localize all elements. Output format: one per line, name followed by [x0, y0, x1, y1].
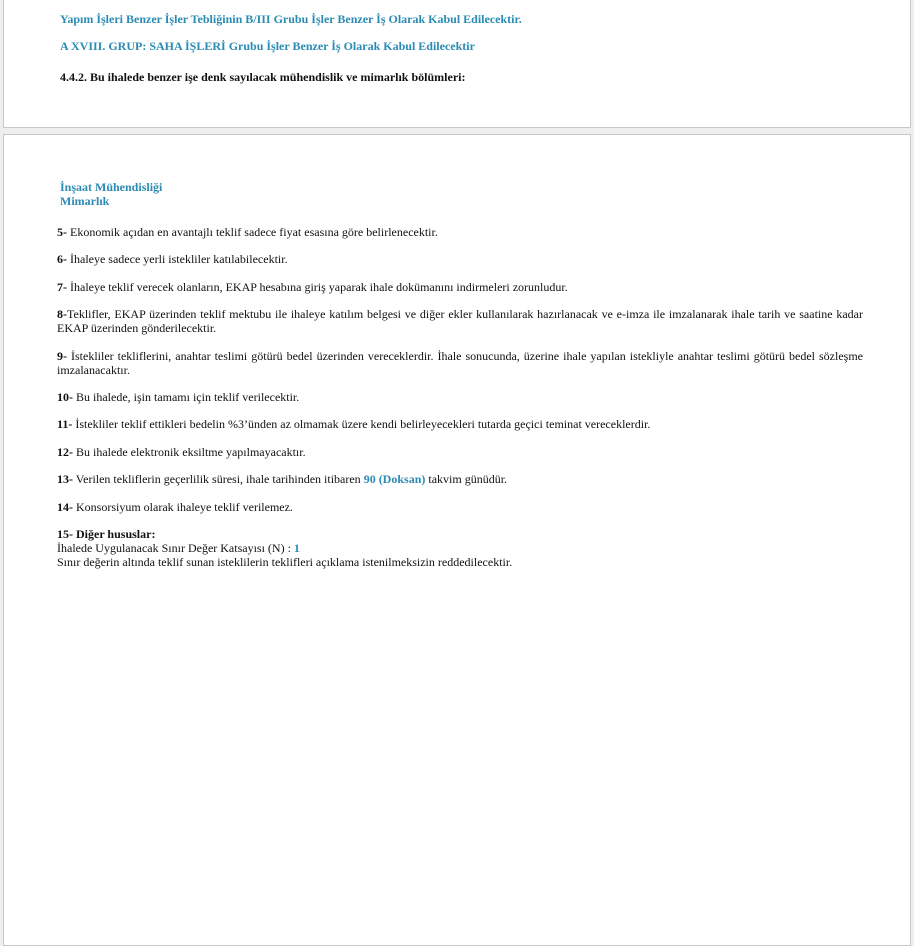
clause-8 [57, 307, 863, 335]
clause-11 [57, 417, 863, 431]
clause-12 [57, 445, 863, 459]
clause-number: 5- [57, 225, 67, 239]
clause-number: 14- [57, 500, 73, 514]
clause-number: 10- [57, 390, 73, 404]
clause-13 [57, 472, 863, 486]
clause-text: Teklifler, EKAP üzerinden teklif mektubu ile ihaleye katılım belgesi ve diğer ekler kullanılarak hazırlanacak ve e-imza ile imzalanarak ihale tarih ve saatine kadar EKAP üzerinden gönderilecektir. [57, 307, 863, 335]
clause-15 [57, 527, 863, 569]
clause-number: 8- [57, 307, 67, 321]
other-terms-title: 15- Diğer hususlar: [57, 527, 156, 541]
clause-7 [57, 280, 863, 294]
benzer-is-line-1: Yapım İşleri Benzer İşler Tebliğinin B/III Grubu İşler Benzer İş Olarak Kabul Edilecektir. [60, 12, 522, 26]
clause-text: takvim günüdür. [425, 472, 508, 486]
department-civil-engineering: İnşaat Mühendisliği [60, 180, 163, 194]
header-panel [3, 0, 911, 128]
clause-10 [57, 390, 863, 404]
clause-5 [57, 225, 863, 239]
clause-text: İstekliler teklif ettikleri bedelin %3’ünden az olmamak üzere kendi belirleyecekleri tutarda geçici teminat vereceklerdir. [72, 417, 651, 431]
benzer-is-line-2: A XVIII. GRUP: SAHA İŞLERİ Grubu İşler Benzer İş Olarak Kabul Edilecektir [60, 39, 475, 53]
clause-text: Ekonomik açıdan en avantajlı teklif sadece fiyat esasına göre belirlenecektir. [67, 225, 438, 239]
clause-9 [57, 349, 863, 377]
clause-number: 6- [57, 252, 67, 266]
clause-14 [57, 500, 863, 514]
limit-coefficient-value: 1 [293, 541, 300, 555]
clause-6 [57, 252, 863, 266]
clause-text: Bu ihalede elektronik eksiltme yapılmayacaktır. [73, 445, 306, 459]
clause-text: İstekliler tekliflerini, anahtar teslimi götürü bedel üzerinden vereceklerdir. İhale sonucunda, üzerine ihale yapılan istekliyle anahtar teslimi götürü bedel sözleşme imzalanacaktır. [57, 349, 863, 377]
validity-period-value: 90 (Doksan) [363, 472, 426, 486]
limit-coefficient-label: İhalede Uygulanacak Sınır Değer Katsayısı (N) : [57, 541, 294, 555]
clause-number: 13- [57, 472, 73, 486]
section-title: 4.4.2. Bu ihalede benzer işe denk sayılacak mühendislik ve mimarlık bölümleri: [60, 70, 466, 84]
main-panel [3, 134, 911, 946]
clause-number: 7- [57, 280, 67, 294]
clause-text: Verilen tekliflerin geçerlilik süresi, ihale tarihinden itibaren [73, 472, 364, 486]
clause-text: İhaleye sadece yerli istekliler katılabilecektir. [67, 252, 288, 266]
clause-number: 9- [57, 349, 67, 363]
clause-number: 11- [57, 417, 73, 431]
limit-note: Sınır değerin altında teklif sunan isteklilerin teklifleri açıklama istenilmeksizin reddedilecektir. [57, 555, 513, 569]
department-architecture: Mimarlık [60, 194, 110, 208]
clause-text: Konsorsiyum olarak ihaleye teklif verilemez. [73, 500, 293, 514]
limit-coefficient-line [57, 541, 863, 555]
clause-number: 12- [57, 445, 73, 459]
clause-text: Bu ihalede, işin tamamı için teklif verilecektir. [73, 390, 300, 404]
clause-text: İhaleye teklif verecek olanların, EKAP hesabına giriş yaparak ihale dokümanını indirmeleri zorunludur. [67, 280, 568, 294]
